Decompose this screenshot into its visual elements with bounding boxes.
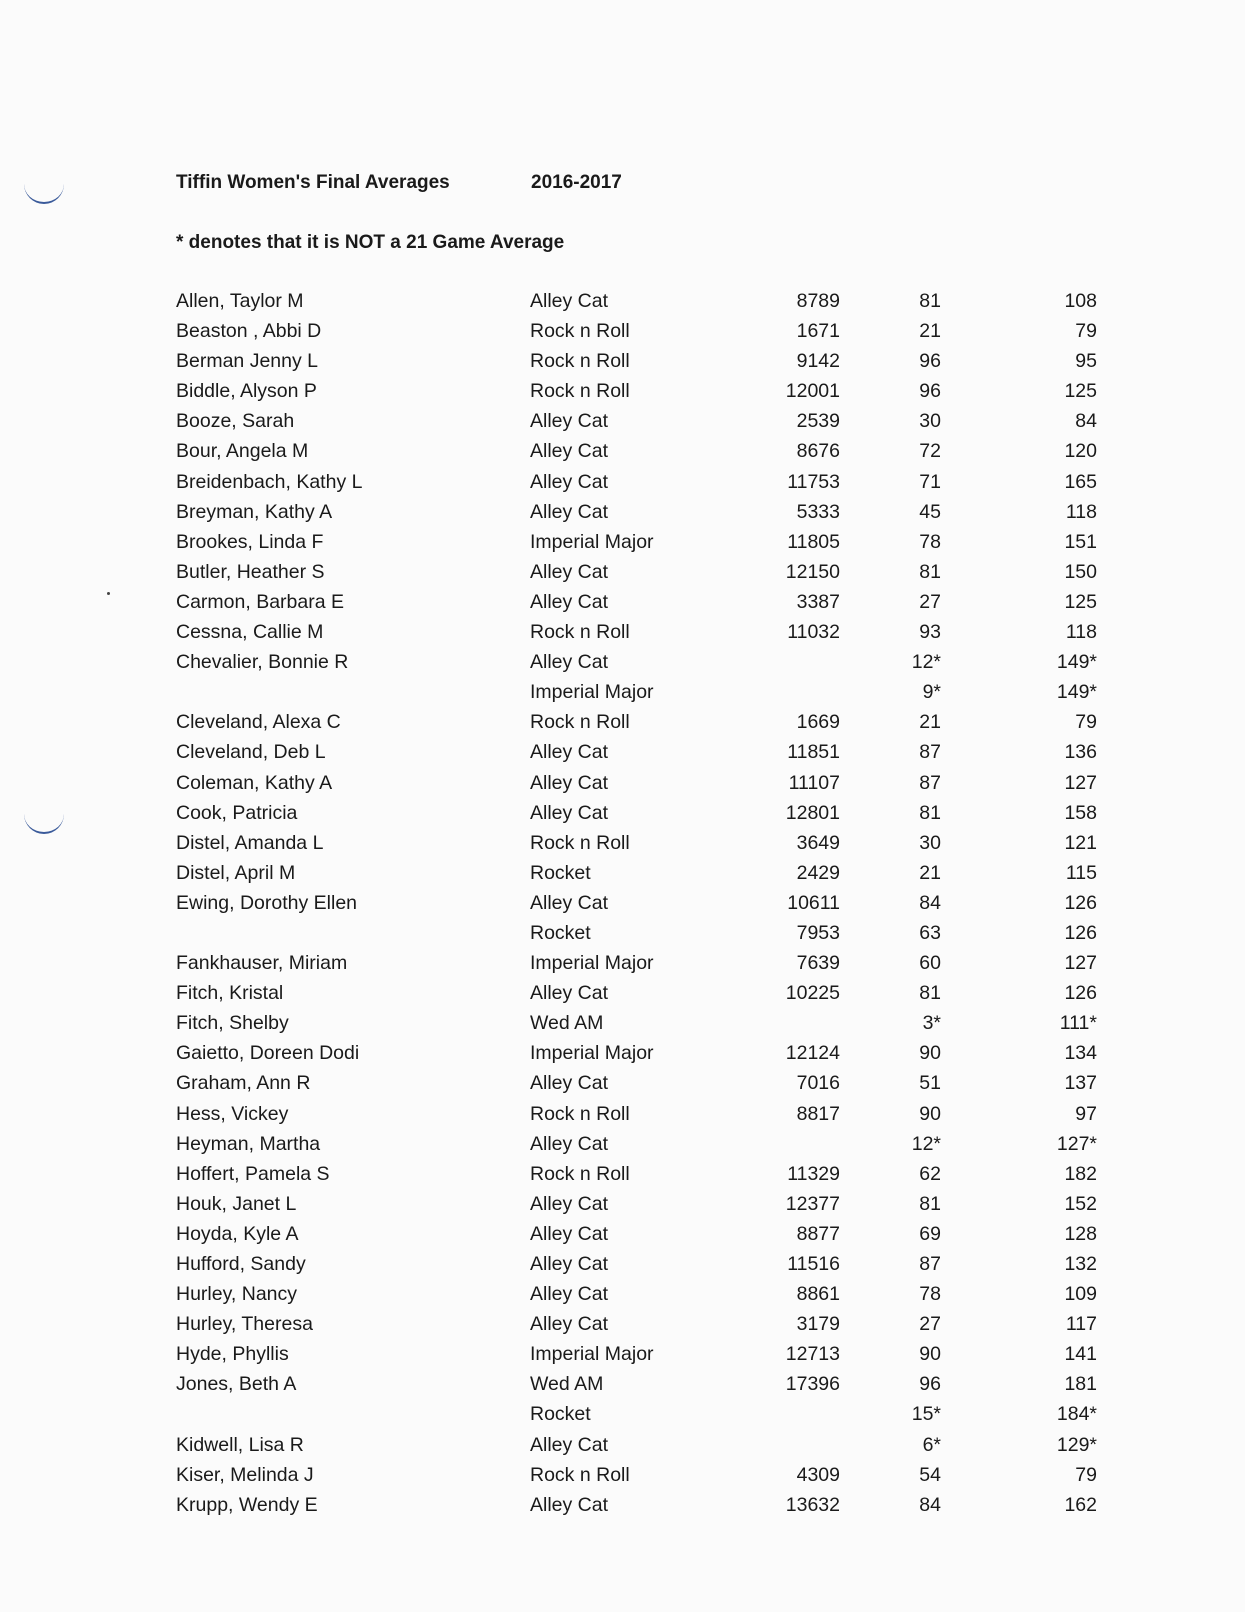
- games-count: 96: [919, 380, 941, 403]
- average-value: 152: [1064, 1192, 1097, 1215]
- average-value: 126: [1064, 921, 1097, 944]
- average-value: 125: [1064, 590, 1097, 613]
- total-pins: 8676: [796, 440, 840, 463]
- games-count: 96: [919, 350, 941, 373]
- league-name: Alley Cat: [530, 771, 609, 794]
- bowler-name: Hurley, Nancy: [176, 1283, 298, 1306]
- games-count: 81: [919, 982, 941, 1005]
- total-pins: 11107: [788, 771, 840, 794]
- average-value: 120: [1064, 440, 1097, 463]
- document-title-row: [176, 172, 622, 194]
- games-count: 87: [919, 741, 941, 764]
- total-pins: 9142: [796, 350, 840, 373]
- table-row: [0, 380, 1245, 410]
- total-pins: 11516: [787, 1253, 840, 1275]
- average-value: 118: [1065, 500, 1097, 523]
- league-name: Alley Cat: [530, 410, 609, 433]
- bowler-name: Fitch, Kristal: [176, 982, 284, 1005]
- table-row: [0, 501, 1245, 531]
- league-name: Imperial Major: [530, 952, 654, 975]
- total-pins: 8789: [796, 290, 840, 312]
- table-row: [0, 772, 1245, 802]
- average-value: 141: [1064, 1343, 1097, 1366]
- bowler-name: Breidenbach, Kathy L: [176, 470, 363, 493]
- table-row: [0, 1343, 1245, 1373]
- binder-hole-mark-top: [24, 178, 64, 204]
- average-value: 109: [1064, 1283, 1097, 1306]
- league-name: Rock n Roll: [530, 1102, 630, 1125]
- average-value: 149*: [1056, 651, 1097, 674]
- total-pins: 3179: [796, 1313, 840, 1336]
- league-name: Rock n Roll: [530, 711, 630, 734]
- average-value: 118: [1065, 621, 1097, 644]
- bowler-name: Cleveland, Alexa C: [176, 711, 341, 734]
- table-row: [0, 621, 1245, 651]
- games-count: 81: [919, 801, 941, 824]
- total-pins: 11329: [787, 1162, 840, 1185]
- games-count: 69: [919, 1222, 941, 1245]
- bowler-name: Cook, Patricia: [176, 801, 298, 824]
- games-count: 21: [919, 861, 941, 884]
- league-name: Imperial Major: [530, 1042, 654, 1065]
- bowler-name: Coleman, Kathy A: [176, 771, 333, 794]
- table-row: [0, 741, 1245, 771]
- total-pins: 7016: [796, 1072, 840, 1095]
- document-title: Tiffin Women's Final Averages: [176, 172, 450, 193]
- games-count: 78: [919, 530, 941, 553]
- games-count: 90: [919, 1343, 941, 1366]
- average-value: 137: [1064, 1072, 1097, 1095]
- average-value: 127: [1064, 952, 1097, 975]
- total-pins: 3649: [796, 831, 840, 854]
- total-pins: 5333: [796, 500, 840, 523]
- league-name: Alley Cat: [530, 891, 609, 914]
- total-pins: 3387: [796, 590, 840, 613]
- season-label: 2016-2017: [531, 172, 622, 193]
- average-value: 126: [1064, 891, 1097, 914]
- bowler-name: Distel, April M: [176, 861, 296, 884]
- total-pins: 12801: [785, 801, 840, 824]
- bowler-name: Cleveland, Deb L: [176, 741, 326, 764]
- average-value: 117: [1065, 1313, 1097, 1336]
- bowler-name: Kidwell, Lisa R: [176, 1433, 304, 1456]
- bowler-name: Houk, Janet L: [176, 1192, 297, 1215]
- games-count: 9*: [922, 681, 941, 704]
- averages-table: [0, 290, 1245, 1524]
- bowler-name: Hufford, Sandy: [176, 1253, 306, 1275]
- games-count: 6*: [922, 1433, 941, 1456]
- bowler-name: Kiser, Melinda J: [176, 1463, 314, 1486]
- bowler-name: Butler, Heather S: [176, 560, 325, 583]
- bowler-name: Cessna, Callie M: [176, 621, 324, 644]
- bowler-name: Hurley, Theresa: [176, 1313, 313, 1336]
- average-note: * denotes that it is NOT a 21 Game Average: [176, 232, 565, 253]
- games-count: 30: [919, 410, 941, 433]
- bowler-name: Jones, Beth A: [176, 1373, 297, 1396]
- total-pins: 12377: [785, 1192, 840, 1215]
- bowler-name: Booze, Sarah: [176, 410, 295, 433]
- table-row: [0, 922, 1245, 952]
- average-value: 129*: [1056, 1433, 1097, 1456]
- league-name: Alley Cat: [530, 590, 609, 613]
- games-count: 30: [919, 831, 941, 854]
- table-row: [0, 561, 1245, 591]
- total-pins: 11032: [787, 621, 840, 644]
- table-row: [0, 410, 1245, 440]
- games-count: 78: [919, 1283, 941, 1306]
- total-pins: 11753: [787, 470, 840, 493]
- bowler-name: Hyde, Phyllis: [176, 1343, 289, 1366]
- league-name: Imperial Major: [530, 530, 654, 553]
- bowler-name: Heyman, Martha: [176, 1132, 321, 1155]
- table-row: [0, 1042, 1245, 1072]
- table-row: [0, 1313, 1245, 1343]
- table-row: [0, 1133, 1245, 1163]
- bowler-name: Fitch, Shelby: [176, 1012, 289, 1035]
- table-row: [0, 1223, 1245, 1253]
- average-value: 149*: [1056, 681, 1097, 704]
- games-count: 84: [919, 891, 941, 914]
- bowler-name: Ewing, Dorothy Ellen: [176, 891, 358, 914]
- league-name: Rock n Roll: [530, 320, 630, 343]
- games-count: 62: [919, 1162, 941, 1185]
- total-pins: 10225: [785, 982, 840, 1005]
- bowler-name: Hoyda, Kyle A: [176, 1222, 299, 1245]
- average-value: 158: [1064, 801, 1097, 824]
- bowler-name: Chevalier, Bonnie R: [176, 651, 349, 674]
- total-pins: 12713: [785, 1343, 840, 1366]
- table-row: [0, 350, 1245, 380]
- games-count: 60: [919, 952, 941, 975]
- table-row: [0, 862, 1245, 892]
- league-name: Imperial Major: [530, 681, 654, 704]
- total-pins: 7639: [796, 952, 840, 975]
- games-count: 63: [919, 921, 941, 944]
- games-count: 81: [919, 1192, 941, 1215]
- league-name: Alley Cat: [530, 1222, 609, 1245]
- games-count: 27: [919, 1313, 941, 1336]
- league-name: Alley Cat: [530, 1192, 609, 1215]
- games-count: 54: [919, 1463, 941, 1486]
- bowler-name: Hoffert, Pamela S: [176, 1162, 330, 1185]
- table-row: [0, 832, 1245, 862]
- games-count: 12*: [911, 1132, 941, 1155]
- average-value: 79: [1075, 711, 1097, 734]
- average-value: 95: [1075, 350, 1097, 373]
- bowler-name: Brookes, Linda F: [176, 530, 324, 553]
- average-value: 182: [1064, 1162, 1097, 1185]
- bowler-name: Graham, Ann R: [176, 1072, 311, 1095]
- league-name: Alley Cat: [530, 982, 609, 1005]
- league-name: Alley Cat: [530, 741, 609, 764]
- average-value: 127*: [1056, 1132, 1097, 1155]
- league-name: Alley Cat: [530, 440, 609, 463]
- bowler-name: Breyman, Kathy A: [176, 500, 333, 523]
- average-value: 136: [1064, 741, 1097, 764]
- league-name: Alley Cat: [530, 1493, 609, 1516]
- total-pins: 2429: [796, 861, 840, 884]
- league-name: Imperial Major: [530, 1343, 654, 1366]
- games-count: 72: [919, 440, 941, 463]
- bowler-name: Carmon, Barbara E: [176, 590, 344, 613]
- average-value: 132: [1064, 1253, 1097, 1275]
- average-value: 134: [1064, 1042, 1097, 1065]
- average-value: 127: [1064, 771, 1097, 794]
- average-value: 115: [1065, 861, 1097, 884]
- table-row: [0, 892, 1245, 922]
- table-row: [0, 1163, 1245, 1193]
- table-row: [0, 1253, 1245, 1283]
- league-name: Alley Cat: [530, 1132, 609, 1155]
- games-count: 87: [919, 1253, 941, 1275]
- average-value: 181: [1064, 1373, 1097, 1396]
- bowler-name: Distel, Amanda L: [176, 831, 324, 854]
- bowler-name: Hess, Vickey: [176, 1102, 289, 1125]
- total-pins: 7953: [796, 921, 840, 944]
- games-count: 15*: [911, 1403, 941, 1426]
- total-pins: 2539: [796, 410, 840, 433]
- total-pins: 12001: [785, 380, 840, 403]
- table-row: [0, 1373, 1245, 1403]
- games-count: 21: [919, 320, 941, 343]
- table-row: [0, 1283, 1245, 1313]
- table-row: [0, 1012, 1245, 1042]
- average-value: 84: [1075, 410, 1097, 433]
- table-row: [0, 952, 1245, 982]
- league-name: Rock n Roll: [530, 621, 630, 644]
- table-row: [0, 1464, 1245, 1494]
- average-value: 121: [1064, 831, 1097, 854]
- games-count: 81: [919, 560, 941, 583]
- total-pins: 4309: [796, 1463, 840, 1486]
- games-count: 90: [919, 1042, 941, 1065]
- league-name: Wed AM: [530, 1012, 604, 1035]
- games-count: 81: [919, 290, 941, 312]
- average-value: 126: [1064, 982, 1097, 1005]
- table-row: [0, 591, 1245, 621]
- table-row: [0, 681, 1245, 711]
- table-row: [0, 1072, 1245, 1102]
- average-value: 125: [1064, 380, 1097, 403]
- bowler-name: Biddle, Alyson P: [176, 380, 317, 403]
- league-name: Rocket: [530, 1403, 591, 1426]
- games-count: 87: [919, 771, 941, 794]
- league-name: Alley Cat: [530, 801, 609, 824]
- average-value: 150: [1064, 560, 1097, 583]
- table-row: [0, 802, 1245, 832]
- table-row: [0, 320, 1245, 350]
- league-name: Alley Cat: [530, 290, 609, 312]
- total-pins: 8817: [796, 1102, 840, 1125]
- total-pins: 8877: [796, 1222, 840, 1245]
- league-name: Alley Cat: [530, 1072, 609, 1095]
- bowler-name: Beaston , Abbi D: [176, 320, 322, 343]
- table-row: [0, 651, 1245, 681]
- total-pins: 1671: [796, 320, 840, 343]
- league-name: Rock n Roll: [530, 1162, 630, 1185]
- games-count: 90: [919, 1102, 941, 1125]
- average-value: 162: [1064, 1493, 1097, 1516]
- table-row: [0, 440, 1245, 470]
- games-count: 27: [919, 590, 941, 613]
- table-row: [0, 1103, 1245, 1133]
- league-name: Rock n Roll: [530, 1463, 630, 1486]
- table-row: [0, 1434, 1245, 1464]
- average-value: 128: [1064, 1222, 1097, 1245]
- league-name: Alley Cat: [530, 1433, 609, 1456]
- table-row: [0, 1193, 1245, 1223]
- average-value: 97: [1075, 1102, 1097, 1125]
- league-name: Alley Cat: [530, 1283, 609, 1306]
- total-pins: 1669: [796, 711, 840, 734]
- league-name: Alley Cat: [530, 470, 609, 493]
- games-count: 21: [919, 711, 941, 734]
- total-pins: 11805: [787, 530, 840, 553]
- games-count: 3*: [922, 1012, 941, 1035]
- league-name: Alley Cat: [530, 1253, 609, 1275]
- table-row: [0, 531, 1245, 561]
- games-count: 71: [919, 470, 941, 493]
- total-pins: 8861: [796, 1283, 840, 1306]
- table-row: [0, 982, 1245, 1012]
- average-value: 184*: [1056, 1403, 1097, 1426]
- bowler-name: Allen, Taylor M: [176, 290, 304, 312]
- league-name: Rocket: [530, 861, 591, 884]
- bowler-name: Bour, Angela M: [176, 440, 309, 463]
- total-pins: 13632: [785, 1493, 840, 1516]
- league-name: Alley Cat: [530, 500, 609, 523]
- table-row: [0, 471, 1245, 501]
- average-value: 111*: [1059, 1012, 1097, 1035]
- table-row: [0, 1403, 1245, 1433]
- average-value: 79: [1075, 320, 1097, 343]
- average-value: 151: [1064, 530, 1097, 553]
- total-pins: 17396: [785, 1373, 840, 1396]
- total-pins: 10611: [787, 891, 840, 914]
- average-value: 165: [1064, 470, 1097, 493]
- total-pins: 12124: [785, 1042, 840, 1065]
- league-name: Rock n Roll: [530, 350, 630, 373]
- bowler-name: Gaietto, Doreen Dodi: [176, 1042, 360, 1065]
- bowler-name: Krupp, Wendy E: [176, 1493, 318, 1516]
- games-count: 84: [919, 1493, 941, 1516]
- league-name: Rocket: [530, 921, 591, 944]
- games-count: 93: [919, 621, 941, 644]
- league-name: Alley Cat: [530, 651, 609, 674]
- league-name: Alley Cat: [530, 1313, 609, 1336]
- table-row: [0, 1494, 1245, 1524]
- table-row: [0, 711, 1245, 741]
- table-row: [0, 290, 1245, 320]
- league-name: Rock n Roll: [530, 380, 630, 403]
- games-count: 12*: [911, 651, 941, 674]
- total-pins: 12150: [785, 560, 840, 583]
- games-count: 45: [919, 500, 941, 523]
- games-count: 96: [919, 1373, 941, 1396]
- league-name: Rock n Roll: [530, 831, 630, 854]
- average-value: 108: [1064, 290, 1097, 312]
- bowler-name: Berman Jenny L: [176, 350, 318, 373]
- average-value: 79: [1075, 1463, 1097, 1486]
- total-pins: 11851: [787, 741, 840, 764]
- games-count: 51: [919, 1072, 941, 1095]
- league-name: Wed AM: [530, 1373, 604, 1396]
- bowler-name: Fankhauser, Miriam: [176, 952, 348, 975]
- league-name: Alley Cat: [530, 560, 609, 583]
